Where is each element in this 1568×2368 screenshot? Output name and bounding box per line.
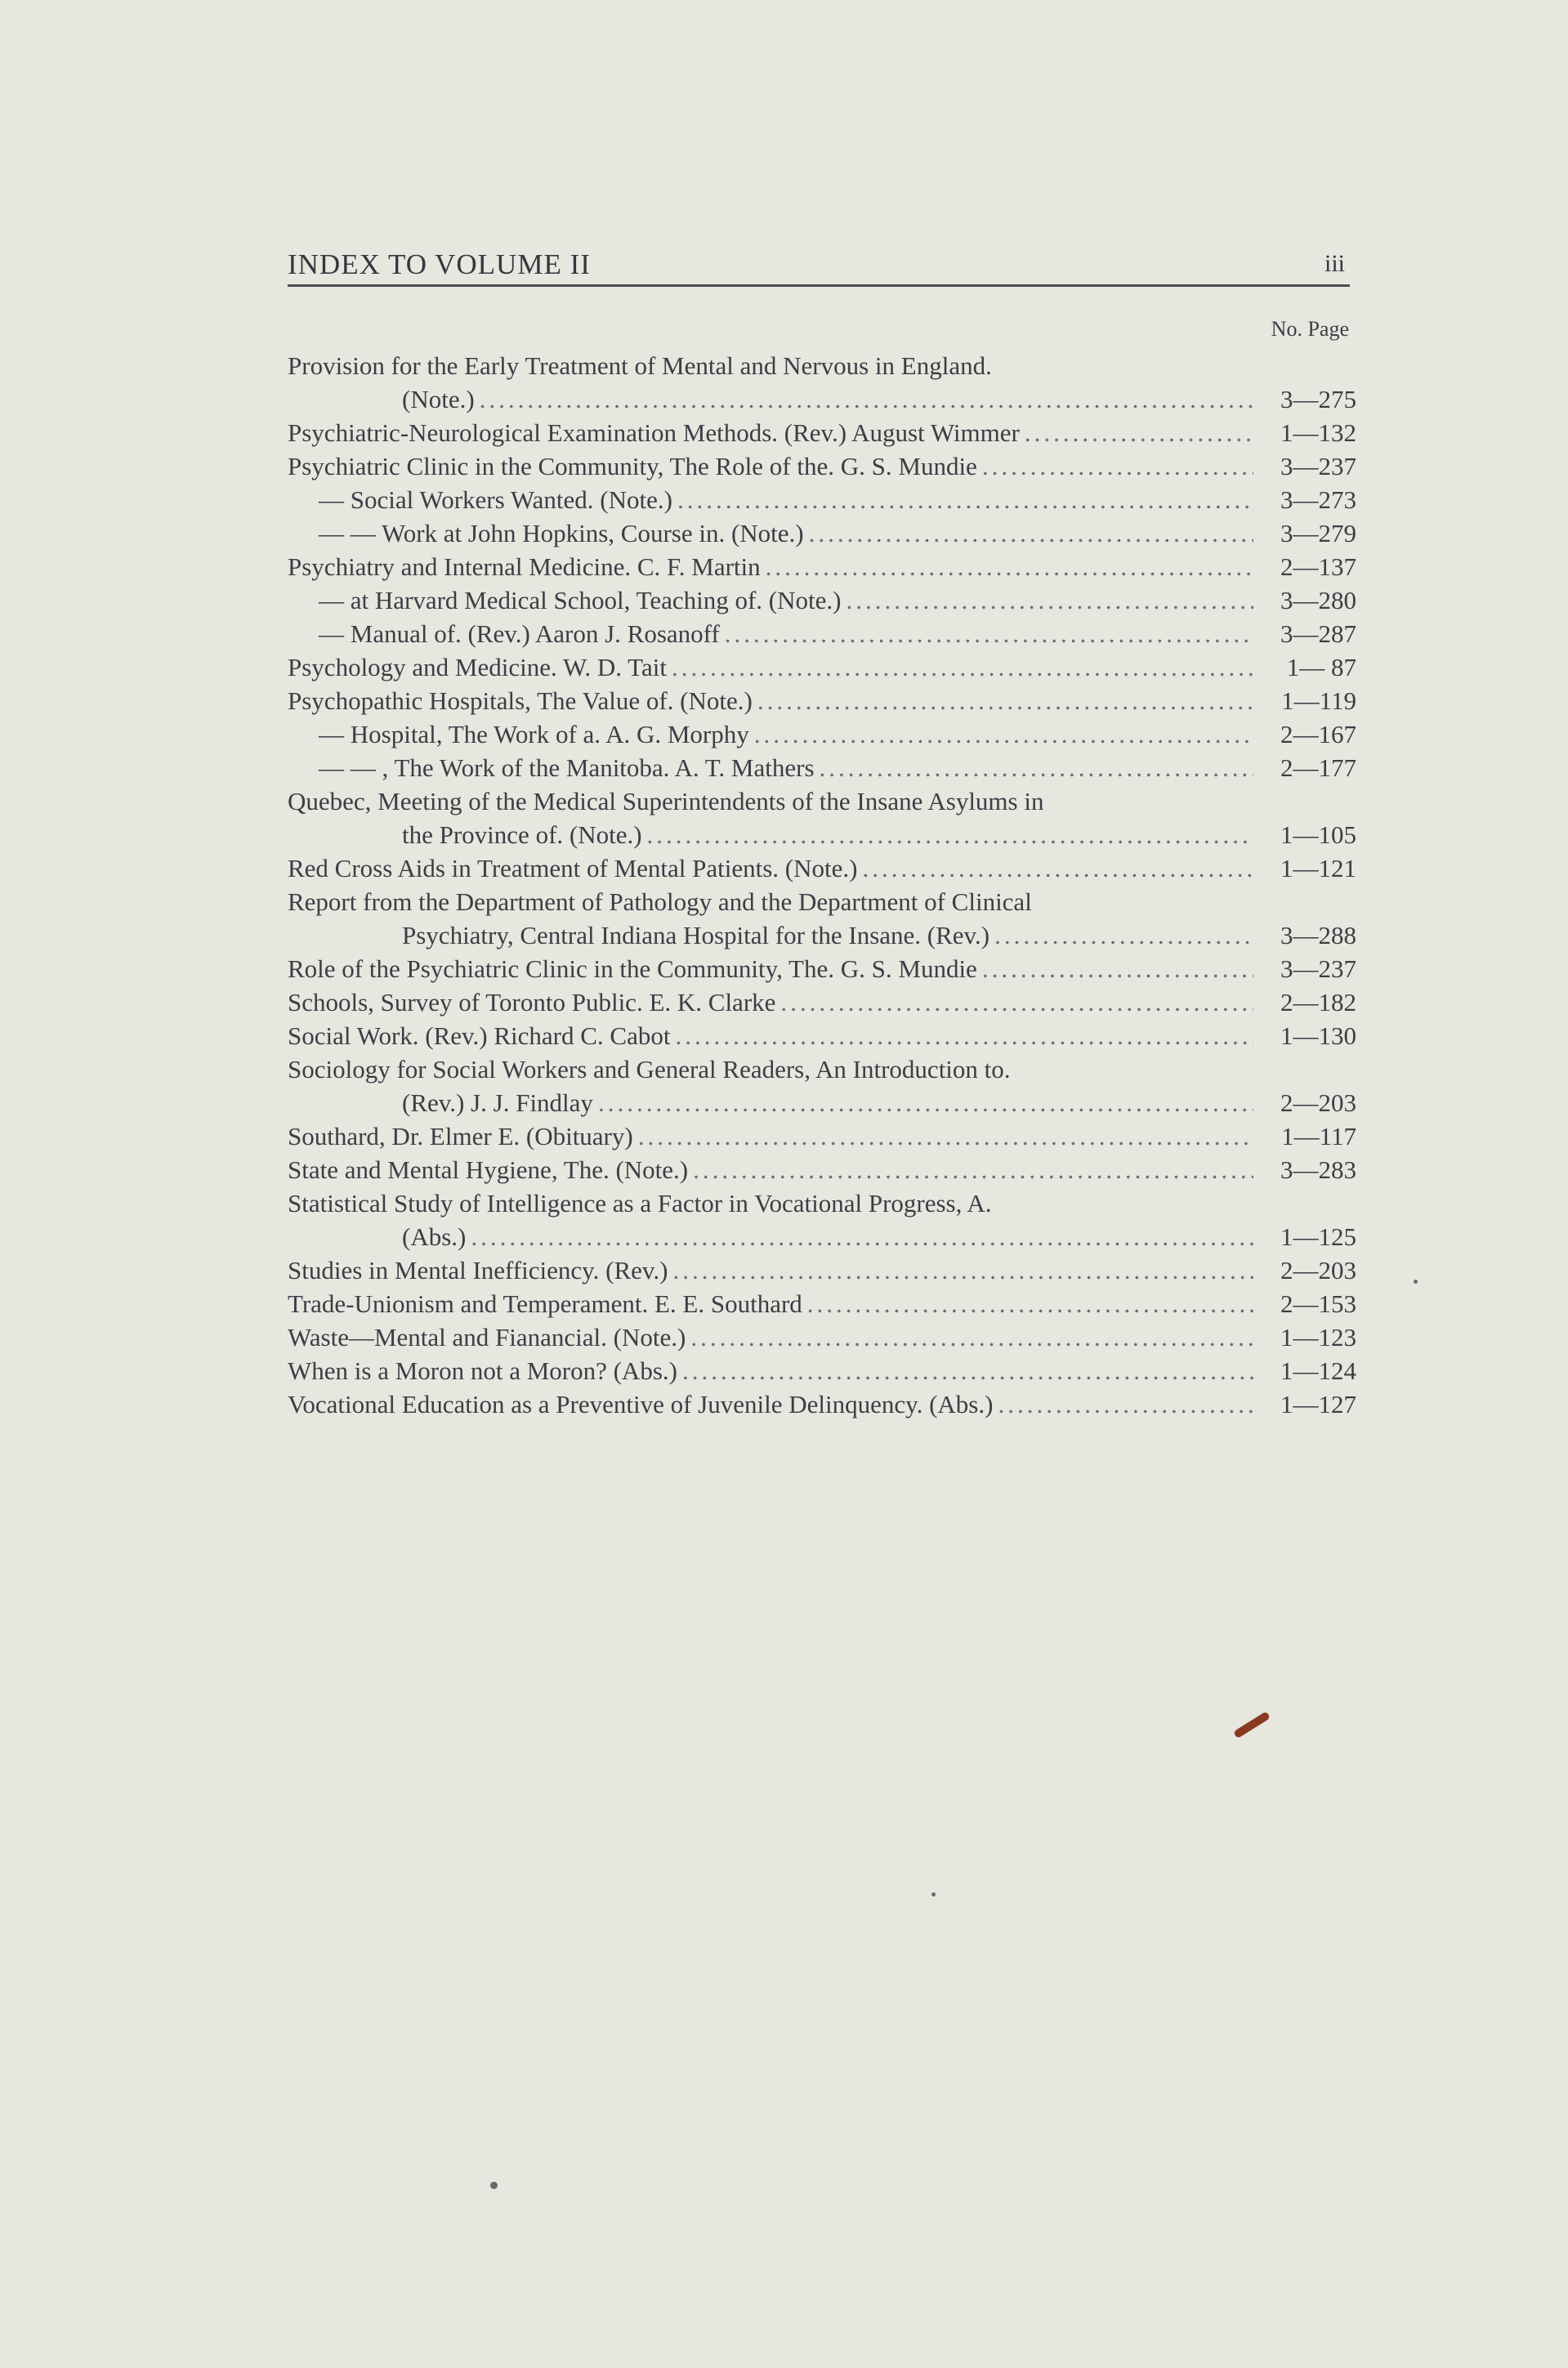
leader-dots bbox=[998, 1387, 1253, 1421]
index-entry bbox=[288, 617, 1356, 650]
leader-dots bbox=[982, 952, 1253, 985]
entry-text: — at Harvard Medical School, Teaching of. (Note.) bbox=[319, 586, 842, 614]
entry-reference: 3—275 bbox=[1280, 385, 1356, 413]
entry-text: Psychopathic Hospitals, The Value of. (Note.) bbox=[288, 686, 753, 715]
page-title: INDEX TO VOLUME II bbox=[288, 248, 591, 280]
entry-text: Social Work. (Rev.) Richard C. Cabot bbox=[288, 1021, 671, 1050]
entry-reference: 3—279 bbox=[1280, 519, 1356, 547]
entry-reference: 1—125 bbox=[1280, 1222, 1356, 1251]
entry-text: — Manual of. (Rev.) Aaron J. Rosanoff bbox=[319, 619, 720, 648]
entry-reference: 2—182 bbox=[1280, 988, 1356, 1016]
leader-dots bbox=[677, 483, 1253, 516]
entry-reference: 1—117 bbox=[1281, 1122, 1356, 1150]
entry-reference: 2—137 bbox=[1280, 552, 1356, 581]
entry-text: State and Mental Hygiene, The. (Note.) bbox=[288, 1155, 689, 1184]
index-entry bbox=[288, 416, 1356, 449]
entry-reference: 3—280 bbox=[1280, 586, 1356, 614]
entry-reference: 1— 87 bbox=[1286, 653, 1356, 681]
entry-reference: 1—121 bbox=[1280, 854, 1356, 882]
index-entry bbox=[288, 784, 1356, 851]
entry-text: Psychiatric-Neurological Examination Methods. (Rev.) August Wimmer bbox=[288, 418, 1020, 447]
entry-reference: 3—287 bbox=[1280, 619, 1356, 648]
leader-dots bbox=[682, 1354, 1253, 1387]
leader-dots bbox=[757, 684, 1253, 717]
entry-reference: 3—288 bbox=[1280, 921, 1356, 949]
leader-dots bbox=[780, 985, 1253, 1019]
entry-text: Sociology for Social Workers and General Readers, An Introduction to. bbox=[288, 1055, 1011, 1083]
column-heading: No. Page bbox=[1271, 317, 1349, 341]
page-number: iii bbox=[1324, 250, 1345, 277]
entry-reference: 3—273 bbox=[1280, 485, 1356, 514]
index-entry bbox=[288, 952, 1356, 985]
entry-text: Psychiatric Clinic in the Community, The Role of the. G. S. Mundie bbox=[288, 452, 977, 480]
index-entry bbox=[288, 1387, 1356, 1421]
index-entry bbox=[288, 449, 1356, 483]
entry-text: Role of the Psychiatric Clinic in the Community, The. G. S. Mundie bbox=[288, 954, 977, 983]
leader-dots bbox=[638, 1119, 1253, 1153]
entry-text: Quebec, Meeting of the Medical Superintendents of the Insane Asylums in bbox=[288, 787, 1044, 815]
entry-text: When is a Moron not a Moron? (Abs.) bbox=[288, 1356, 677, 1385]
index-entries bbox=[288, 349, 1356, 1421]
index-entry bbox=[288, 516, 1356, 550]
leader-dots bbox=[675, 1019, 1253, 1052]
entry-reference: 2—167 bbox=[1280, 720, 1356, 748]
entry-text: Schools, Survey of Toronto Public. E. K. Clarke bbox=[288, 988, 776, 1016]
entry-text: Provision for the Early Treatment of Mental and Nervous in England. bbox=[288, 351, 992, 380]
index-entry bbox=[288, 1320, 1356, 1354]
index-entry bbox=[288, 751, 1356, 784]
leader-dots bbox=[725, 617, 1253, 650]
index-entry bbox=[288, 885, 1356, 952]
index-entry bbox=[288, 1287, 1356, 1320]
index-entry bbox=[288, 1119, 1356, 1153]
index-entry bbox=[288, 1186, 1356, 1253]
entry-text: Psychiatry and Internal Medicine. C. F. Martin bbox=[288, 552, 761, 581]
entry-reference: 2—203 bbox=[1280, 1088, 1356, 1117]
paper-speck bbox=[1414, 1280, 1418, 1284]
index-entry bbox=[288, 483, 1356, 516]
index-entry bbox=[288, 1153, 1356, 1186]
leader-dots bbox=[480, 382, 1253, 416]
index-entry bbox=[288, 583, 1356, 617]
entry-reference: 3—237 bbox=[1280, 452, 1356, 480]
entry-text: Red Cross Aids in Treatment of Mental Patients. (Note.) bbox=[288, 854, 858, 882]
entry-text: Waste—Mental and Fianancial. (Note.) bbox=[288, 1323, 686, 1352]
leader-dots bbox=[672, 650, 1253, 684]
entry-text-continued: (Rev.) J. J. Findlay bbox=[402, 1088, 593, 1117]
entry-reference: 1—119 bbox=[1281, 686, 1356, 715]
entry-text: Report from the Department of Pathology and the Department of Clinical bbox=[288, 887, 1032, 916]
leader-dots bbox=[994, 918, 1253, 952]
entry-reference: 1—132 bbox=[1280, 418, 1356, 447]
entry-reference: 1—123 bbox=[1280, 1323, 1356, 1352]
index-entry bbox=[288, 1253, 1356, 1287]
entry-text: — Hospital, The Work of a. A. G. Morphy bbox=[319, 720, 749, 748]
leader-dots bbox=[647, 818, 1253, 851]
leader-dots bbox=[809, 516, 1253, 550]
entry-text-continued: (Abs.) bbox=[402, 1222, 467, 1251]
index-entry bbox=[288, 1019, 1356, 1052]
index-entry bbox=[288, 684, 1356, 717]
entry-text-continued: the Province of. (Note.) bbox=[402, 820, 642, 849]
entry-text: — — , The Work of the Manitoba. A. T. Mathers bbox=[319, 753, 815, 782]
index-entry bbox=[288, 650, 1356, 684]
entry-reference: 2—153 bbox=[1280, 1289, 1356, 1318]
leader-dots bbox=[820, 751, 1253, 784]
entry-reference: 2—177 bbox=[1280, 753, 1356, 782]
entry-text: Statistical Study of Intelligence as a Factor in Vocational Progress, A. bbox=[288, 1189, 992, 1218]
paper-speck bbox=[931, 1892, 936, 1897]
leader-dots bbox=[690, 1320, 1253, 1354]
entry-text: Vocational Education as a Preventive of Juvenile Delinquency. (Abs.) bbox=[288, 1390, 994, 1419]
entry-reference: 2—203 bbox=[1280, 1256, 1356, 1285]
leader-dots bbox=[807, 1287, 1253, 1320]
index-entry bbox=[288, 1052, 1356, 1119]
index-entry bbox=[288, 349, 1356, 416]
entry-reference: 1—130 bbox=[1280, 1021, 1356, 1050]
pencil-mark bbox=[1233, 1711, 1271, 1739]
leader-dots bbox=[598, 1086, 1253, 1119]
index-entry bbox=[288, 1354, 1356, 1387]
paper-speck bbox=[490, 2182, 498, 2189]
leader-dots bbox=[846, 583, 1253, 617]
leader-dots bbox=[693, 1153, 1253, 1186]
entry-reference: 1—105 bbox=[1280, 820, 1356, 849]
entry-text: Psychology and Medicine. W. D. Tait bbox=[288, 653, 667, 681]
index-entry bbox=[288, 851, 1356, 885]
entry-text-continued: Psychiatry, Central Indiana Hospital for the Insane. (Rev.) bbox=[402, 921, 990, 949]
entry-text-continued: (Note.) bbox=[402, 385, 475, 413]
entry-text: — Social Workers Wanted. (Note.) bbox=[319, 485, 672, 514]
entry-reference: 1—124 bbox=[1280, 1356, 1356, 1385]
entry-text: — — Work at John Hopkins, Course in. (Note.) bbox=[319, 519, 804, 547]
index-entry bbox=[288, 985, 1356, 1019]
entry-reference: 1—127 bbox=[1280, 1390, 1356, 1419]
entry-reference: 3—283 bbox=[1280, 1155, 1356, 1184]
leader-dots bbox=[754, 717, 1253, 751]
leader-dots bbox=[982, 449, 1253, 483]
entry-text: Trade-Unionism and Temperament. E. E. Southard bbox=[288, 1289, 802, 1318]
leader-dots bbox=[471, 1220, 1253, 1253]
leader-dots bbox=[672, 1253, 1253, 1287]
page-header bbox=[288, 245, 1350, 287]
entry-reference: 3—237 bbox=[1280, 954, 1356, 983]
leader-dots bbox=[766, 550, 1253, 583]
leader-dots bbox=[1025, 416, 1253, 449]
index-entry bbox=[288, 717, 1356, 751]
leader-dots bbox=[862, 851, 1253, 885]
entry-text: Southard, Dr. Elmer E. (Obituary) bbox=[288, 1122, 633, 1150]
index-entry bbox=[288, 550, 1356, 583]
entry-text: Studies in Mental Inefficiency. (Rev.) bbox=[288, 1256, 668, 1285]
